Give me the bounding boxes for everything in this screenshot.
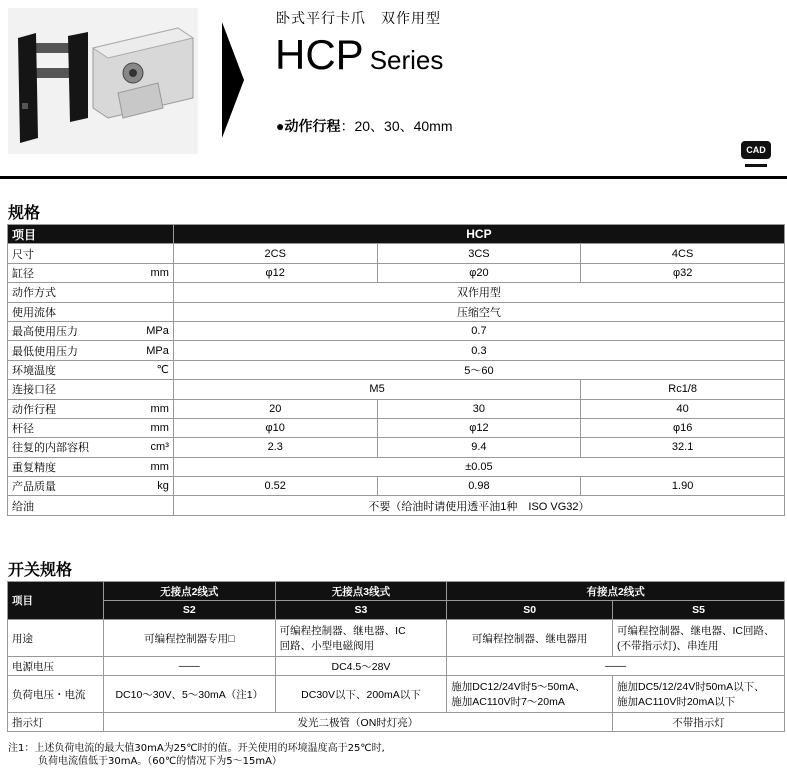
row-label: 连接口径 [8,380,140,399]
model-header: S2 [103,601,275,620]
spec-header-item: 项目 [8,225,174,244]
row-label: 用途 [8,620,104,657]
series-title [275,30,443,85]
row-label: 动作行程 [8,399,140,418]
table-row [8,321,785,340]
spec-table [7,224,785,516]
cell: ±0.05 [173,457,784,476]
row-label: 往复的内部容积 [8,438,140,457]
table-row [8,244,785,263]
cell: 2.3 [173,438,377,457]
cell: 可编程控制器、继电器用 [447,620,613,657]
cell: 40 [581,399,785,418]
row-label: 动作方式 [8,283,140,302]
cell-line: (不带指示灯)、串连用 [617,640,719,652]
table-row [8,477,785,496]
table-row [8,713,785,732]
row-unit: MPa [139,341,173,360]
spec-title: 规格 [8,203,41,222]
cell: 发光二极管（ON时灯亮） [103,713,612,732]
stroke-values: ：20、30、40mm [340,118,453,134]
series-code: HCP [275,31,364,78]
cell-line: 施加DC12/24V时5～50mA、 [451,681,586,693]
cell-line: 回路、小型电磁阀用 [279,640,375,652]
cell: 0.98 [377,477,581,496]
row-unit: mm [139,418,173,437]
row-label: 杆径 [8,418,140,437]
cell-line: 施加AC110V时7～20mA [451,696,565,708]
table-row [8,341,785,360]
cell: 1.90 [581,477,785,496]
cell: φ12 [173,263,377,282]
row-unit [139,496,173,515]
row-unit [139,380,173,399]
cell: 32.1 [581,438,785,457]
row-label: 尺寸 [8,244,140,263]
row-unit: ℃ [139,360,173,379]
footnote-line: 注1：上述负荷电流的最大值30mA为25℃时的值。开关使用的环境温度高于25℃时, [8,743,385,754]
table-row [8,457,785,476]
stroke-label: 动作行程 [284,118,341,134]
row-label: 环境温度 [8,360,140,379]
row-unit [139,283,173,302]
table-row [8,399,785,418]
cell: 不要（给油时请使用透平油1种 ISO VG32） [173,496,784,515]
switch-header-item: 项目 [8,582,104,620]
row-label: 给油 [8,496,140,515]
cell [447,676,613,713]
table-row [8,225,785,244]
table-row [8,380,785,399]
model-header: S5 [613,601,785,620]
table-row [8,438,785,457]
series-word: Series [369,45,444,75]
group-header: 无接点3线式 [275,582,447,601]
cell: DC30V以下、200mA以下 [275,676,447,713]
product-photo [8,8,198,154]
cell: 0.3 [173,341,784,360]
table-row [8,263,785,282]
cell: 不带指示灯 [613,713,785,732]
cell: 双作用型 [173,283,784,302]
cell: 0.7 [173,321,784,340]
cell: 20 [173,399,377,418]
cell: M5 [173,380,580,399]
cell: 可编程控制器专用□ [103,620,275,657]
footnote [8,742,385,768]
table-row [8,360,785,379]
row-label: 电源电压 [8,657,104,676]
row-unit: mm [139,457,173,476]
cell-line: 施加DC5/12/24V时50mA以下、 [617,681,765,693]
cell: 4CS [581,244,785,263]
row-unit: MPa [139,321,173,340]
cell: DC10～30V、5～30mA（注1） [103,676,275,713]
cell-line: 可编程控制器、继电器、IC回路、 [617,625,775,637]
table-row [8,283,785,302]
group-header: 有接点2线式 [447,582,785,601]
cell: 压缩空气 [173,302,784,321]
row-label: 产品质量 [8,477,140,496]
product-subtitle: 卧式平行卡爪 双作用型 [276,11,441,27]
cell: 30 [377,399,581,418]
row-unit [139,302,173,321]
cell: φ20 [377,263,581,282]
cell: 3CS [377,244,581,263]
cell: 5～60 [173,360,784,379]
table-row [8,620,785,657]
row-label: 重复精度 [8,457,140,476]
cell: DC4.5～28V [275,657,447,676]
cell [613,676,785,713]
cell: 2CS [173,244,377,263]
table-row [8,496,785,515]
cad-icon-base [745,160,767,167]
model-header: S3 [275,601,447,620]
cell: φ12 [377,418,581,437]
footnote-line: 负荷电流值低于30mA。（60℃的情况下为5～15mA） [38,756,282,767]
table-row [8,418,785,437]
row-label: 最低使用压力 [8,341,140,360]
arrow-marker [222,22,244,138]
cad-icon[interactable]: CAD [741,141,771,159]
stroke-line [276,116,453,136]
cell: φ16 [581,418,785,437]
switch-table [7,581,785,732]
row-label: 最高使用压力 [8,321,140,340]
divider [0,176,787,179]
model-header: S0 [447,601,613,620]
row-label: 负荷电压・电流 [8,676,104,713]
switch-title: 开关规格 [8,560,73,579]
row-unit [139,244,173,263]
row-label: 使用流体 [8,302,140,321]
bullet-icon: ● [276,118,285,134]
cell: φ10 [173,418,377,437]
cell-line: 施加AC110V时20mA以下 [617,696,736,708]
cell: 9.4 [377,438,581,457]
cell: 0.52 [173,477,377,496]
cell: φ32 [581,263,785,282]
cell-line: 可编程控制器、继电器、IC [279,625,406,637]
group-header: 无接点2线式 [103,582,275,601]
cell [613,620,785,657]
table-row [8,657,785,676]
row-unit: kg [139,477,173,496]
row-unit: mm [139,399,173,418]
table-row [8,302,785,321]
cell: Rc1/8 [581,380,785,399]
row-unit: cm³ [139,438,173,457]
row-label: 缸径 [8,263,140,282]
table-row [8,582,785,601]
table-row [8,601,785,620]
row-unit: mm [139,263,173,282]
row-label: 指示灯 [8,713,104,732]
cell: —— [447,657,785,676]
cell: —— [103,657,275,676]
cell [275,620,447,657]
spec-header-model: HCP [173,225,784,244]
table-row [8,676,785,713]
